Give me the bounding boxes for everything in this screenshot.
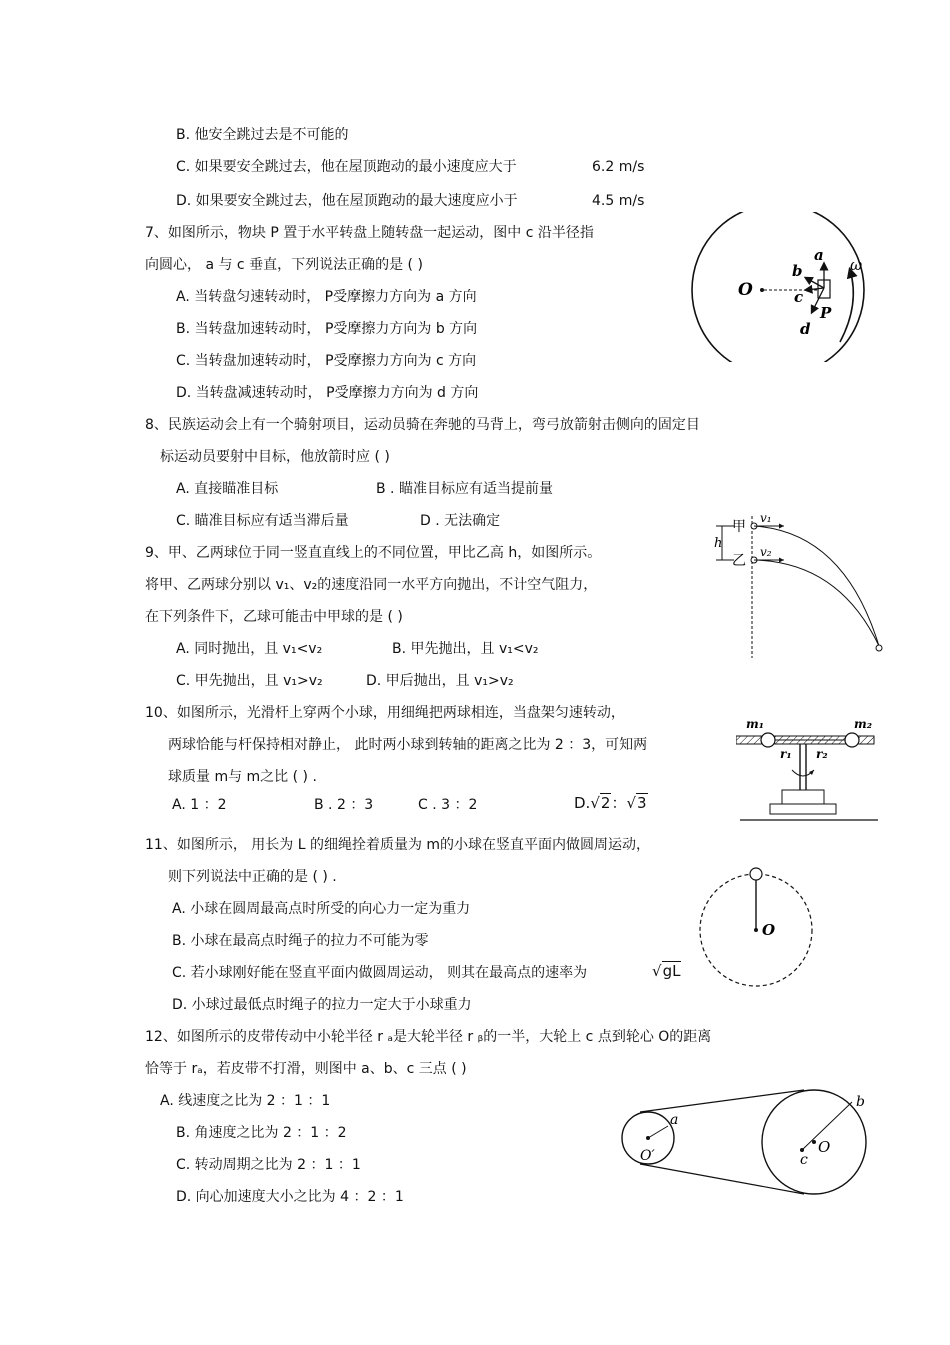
q7-option-b: B. 当转盘加速转动时， P受摩擦力方向为 b 方向 xyxy=(176,321,478,337)
q11-stem-line2: 则下列说法中正确的是 ( ) . xyxy=(168,869,337,885)
label-v1: v₁ xyxy=(760,514,772,525)
label-a: a xyxy=(670,1112,679,1128)
q11-option-b: B. 小球在最高点时绳子的拉力不可能为零 xyxy=(172,933,429,949)
q11-option-c-sqrt: √gL xyxy=(652,962,681,980)
label-v2: v₂ xyxy=(760,545,772,559)
q7-stem-line1: 7、如图所示，物块 P 置于水平转盘上随转盘一起运动，图中 c 沿半径指 xyxy=(145,225,594,241)
q10-option-b: B . 2 ：3 xyxy=(314,797,374,813)
label-r2: r₂ xyxy=(816,747,828,761)
q10-stem-line2: 两球恰能与杆保持相对静止， 此时两小球到转轴的距离之比为 2 ：3，可知两 xyxy=(168,737,648,753)
label-c: c xyxy=(800,1152,808,1168)
q12-stem-line2: 恰等于 rₐ，若皮带不打滑，则图中 a、b、c 三点 ( ) xyxy=(145,1061,467,1077)
q7-option-d: D. 当转盘减速转动时， P受摩擦力方向为 d 方向 xyxy=(176,385,479,401)
label-o: O xyxy=(738,280,753,300)
rotation-arrow xyxy=(840,270,853,342)
q7-option-c: C. 当转盘加速转动时， P受摩擦力方向为 c 方向 xyxy=(176,353,477,369)
label-yi: 乙 xyxy=(732,553,746,569)
q6-option-d: D. 如果要安全跳过去，他在屋顶跑动的最大速度应小于 xyxy=(176,193,518,209)
label-b: b xyxy=(856,1094,865,1110)
trajectory-yi xyxy=(754,560,879,646)
q12-option-b: B. 角速度之比为 2 ：1 ：2 xyxy=(176,1125,347,1141)
q6-option-c: C. 如果要安全跳过去，他在屋顶跑动的最小速度应大于 xyxy=(176,159,517,175)
label-o-prime: O′ xyxy=(640,1148,655,1164)
q11-stem-line1: 11、如图所示， 用长为 L 的细绳拴着质量为 m的小球在竖直平面内做圆周运动， xyxy=(145,837,651,853)
q11-sqrt-gl: gL xyxy=(662,962,681,980)
sqrt-3: √3 xyxy=(626,794,647,812)
q10-option-d-sep: ： xyxy=(611,794,627,812)
q9-option-a: A. 同时抛出，且 v₁<v₂ xyxy=(176,641,323,657)
q11-vertical-circle-figure xyxy=(696,860,820,994)
q7-stem-line2: 向圆心， a 与 c 垂直，下列说法正确的是 ( ) xyxy=(145,257,423,273)
q8-option-d: D . 无法确定 xyxy=(420,513,501,529)
belt-top xyxy=(640,1090,804,1112)
q8-option-b: B . 瞄准目标应有适当提前量 xyxy=(376,481,553,497)
belt-bottom xyxy=(640,1164,804,1194)
label-m1: m₁ xyxy=(746,717,764,731)
q9-option-d: D. 甲后抛出，且 v₁>v₂ xyxy=(366,673,514,689)
q9-option-b: B. 甲先抛出，且 v₁<v₂ xyxy=(392,641,539,657)
q8-option-c: C. 瞄准目标应有适当滞后量 xyxy=(176,513,349,529)
q6-option-c-value: 6.2 m/s xyxy=(592,159,645,175)
q12-stem-line1: 12、如图所示的皮带传动中小轮半径 r ₐ是大轮半径 r ᵦ的一半，大轮上 c 点到轮心 O的距离 xyxy=(145,1029,712,1045)
q10-stem-line1: 10、如图所示，光滑杆上穿两个小球，用细绳把两球相连，当盘架匀速转动， xyxy=(145,705,625,721)
label-r1: r₁ xyxy=(780,747,792,761)
q9-option-c: C. 甲先抛出，且 v₁>v₂ xyxy=(176,673,323,689)
q12-belt-drive-figure xyxy=(614,1082,870,1210)
label-omega: ω xyxy=(850,256,863,274)
q11-option-a: A. 小球在圆周最高点时所受的向心力一定为重力 xyxy=(172,901,471,917)
sqrt-2: √2 xyxy=(590,794,611,812)
q8-stem-line2: 标运动员要射中目标，他放箭时应 ( ) xyxy=(160,449,390,465)
q9-stem-line2: 将甲、乙两球分别以 v₁、v₂的速度沿同一水平方向抛出，不计空气阻力， xyxy=(145,577,598,593)
center-dot xyxy=(760,288,764,292)
stand-upper xyxy=(782,790,824,804)
q6-option-b: B. 他安全跳过去是不可能的 xyxy=(176,127,349,143)
q9-projectile-figure xyxy=(704,514,890,660)
q9-stem-line3: 在下列条件下，乙球可能击中甲球的是 ( ) xyxy=(145,609,403,625)
q11-option-c: C. 若小球刚好能在竖直平面内做圆周运动， 则其在最高点的速率为 xyxy=(172,965,588,981)
label-h: h xyxy=(714,536,723,551)
q10-option-d xyxy=(574,794,648,812)
q8-option-a: A. 直接瞄准目标 xyxy=(176,481,279,497)
q7-option-a: A. 当转盘匀速转动时， P受摩擦力方向为 a 方向 xyxy=(176,289,477,305)
q10-option-a: A. 1 ：2 xyxy=(172,797,227,813)
q9-stem-line1: 9、甲、乙两球位于同一竖直直线上的不同位置，甲比乙高 h，如图所示。 xyxy=(145,545,602,561)
q12-option-d: D. 向心加速度大小之比为 4 ：2 ：1 xyxy=(176,1189,404,1205)
q10-stem-line3: 球质量 m与 m之比 ( ) . xyxy=(168,769,317,785)
q10-option-c: C . 3 ：2 xyxy=(418,797,478,813)
q7-turntable-figure xyxy=(688,212,878,362)
q10-option-d-prefix: D. xyxy=(574,794,591,812)
q11-option-d: D. 小球过最低点时绳子的拉力一定大于小球重力 xyxy=(172,997,472,1013)
q10-rotating-rod-figure xyxy=(736,712,882,826)
q12-option-a: A. 线速度之比为 2 ：1 ：1 xyxy=(160,1093,331,1109)
label-d: d xyxy=(800,320,811,338)
q6-option-d-value: 4.5 m/s xyxy=(592,193,645,209)
label-m2: m₂ xyxy=(854,717,872,731)
label-b: b xyxy=(792,262,803,280)
label-a: a xyxy=(814,246,824,264)
label-o: O xyxy=(762,921,776,939)
ball-m1 xyxy=(761,733,775,747)
q12-option-c: C. 转动周期之比为 2 ：1 ：1 xyxy=(176,1157,361,1173)
turntable-circle xyxy=(692,212,864,362)
center-dot xyxy=(754,928,758,932)
stand-base xyxy=(770,804,836,814)
q8-stem-line1: 8、民族运动会上有一个骑射项目，运动员骑在奔驰的马背上，弯弓放箭射击侧向的固定目 xyxy=(145,417,700,433)
label-jia: 甲 xyxy=(732,519,746,535)
ball xyxy=(750,868,762,880)
meeting-point xyxy=(876,645,882,651)
label-p: P xyxy=(820,304,832,322)
label-o: O xyxy=(818,1138,831,1156)
ball-m2 xyxy=(845,733,859,747)
trajectory-jia xyxy=(754,526,879,646)
label-c: c xyxy=(794,288,804,306)
